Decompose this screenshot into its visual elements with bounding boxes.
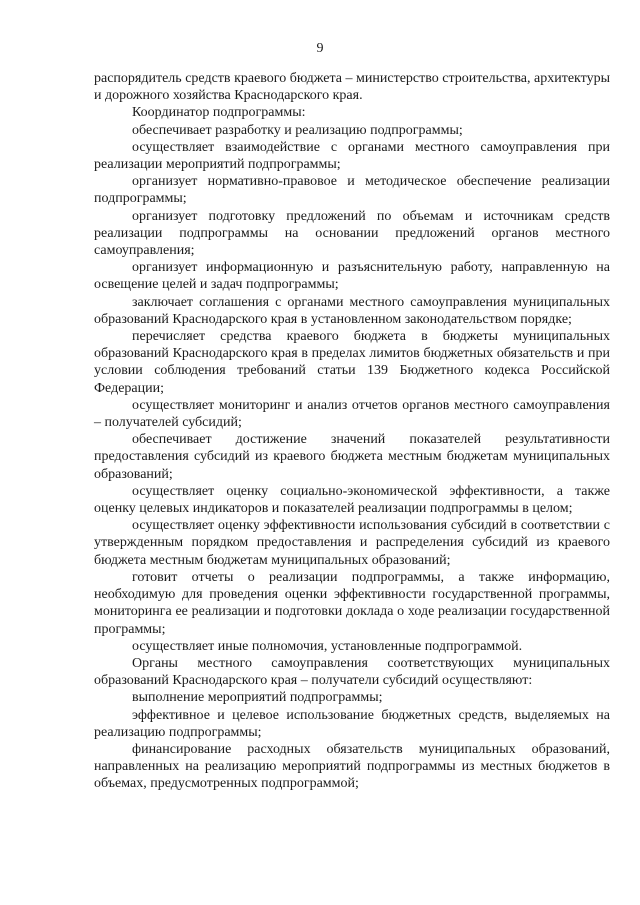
paragraph: перечисляет средства краевого бюджета в бюджеты муниципальных образований Краснодарского края в пределах лимитов бюджетных обязательств и при условии соблюдения требований статьи 139 Бюджетного кодекса Российской Федерации;	[94, 329, 610, 396]
page-number: 9	[316, 41, 324, 56]
paragraph: осуществляет мониторинг и анализ отчетов органов местного самоуправления – получателей субсидий;	[94, 397, 610, 431]
paragraph: осуществляет взаимодействие с органами местного самоуправления при реализации мероприятий подпрограммы;	[94, 139, 610, 173]
paragraph: обеспечивает разработку и реализацию подпрограммы;	[132, 122, 463, 138]
paragraph: Органы местного самоуправления соответствующих муниципальных образований Краснодарского края – получатели субсидий осуществляют:	[94, 655, 610, 689]
paragraph: выполнение мероприятий подпрограммы;	[132, 690, 383, 706]
paragraph: Координатор подпрограммы:	[132, 105, 306, 121]
paragraph: распорядитель средств краевого бюджета – министерство строительства, архитектуры и дорожного хозяйства Краснодарского края.	[94, 71, 610, 104]
paragraph: осуществляет иные полномочия, установленные подпрограммой.	[132, 638, 523, 654]
paragraph: обеспечивает достижение значений показателей результативности предоставления субсидий из краевого бюджета местным бюджетам муниципальных образований;	[94, 432, 610, 482]
paragraph: заключает соглашения с органами местного самоуправления муниципальных образований Краснодарского края в установленном законодательством порядке;	[94, 294, 610, 327]
paragraph: организует нормативно-правовое и методическое обеспечение реализации подпрограммы;	[94, 174, 610, 207]
paragraph: организует подготовку предложений по объемам и источникам средств реализации подпрограммы на основании предложений органов местного самоуправления;	[94, 208, 610, 259]
paragraph: осуществляет оценку эффективности использования субсидий в соответствии с утвержденным порядком предоставления и распределения субсидий из краевого бюджета местным бюджетам муниципальных образований;	[94, 518, 610, 568]
paragraph: финансирование расходных обязательств муниципальных образований, направленных на реализацию мероприятий подпрограммы из местных бюджетов в объемах, предусмотренных подпрограммой;	[94, 741, 610, 792]
paragraph: готовит отчеты о реализации подпрограммы, а также информацию, необходимую для проведения оценки эффективности государственной программы, мониторинга ее реализации и подготовки доклада о ходе реализации государственной программы;	[94, 569, 610, 637]
paragraph: организует информационную и разъяснительную работу, направленную на освещение целей и задач подпрограммы;	[94, 260, 610, 293]
body-text	[94, 70, 610, 793]
paragraph: эффективное и целевое использование бюджетных средств, выделяемых на реализацию подпрограммы;	[94, 707, 610, 740]
paragraph: осуществляет оценку социально-экономической эффективности, а также оценку целевых индикаторов и показателей реализации подпрограммы в целом;	[94, 483, 610, 517]
